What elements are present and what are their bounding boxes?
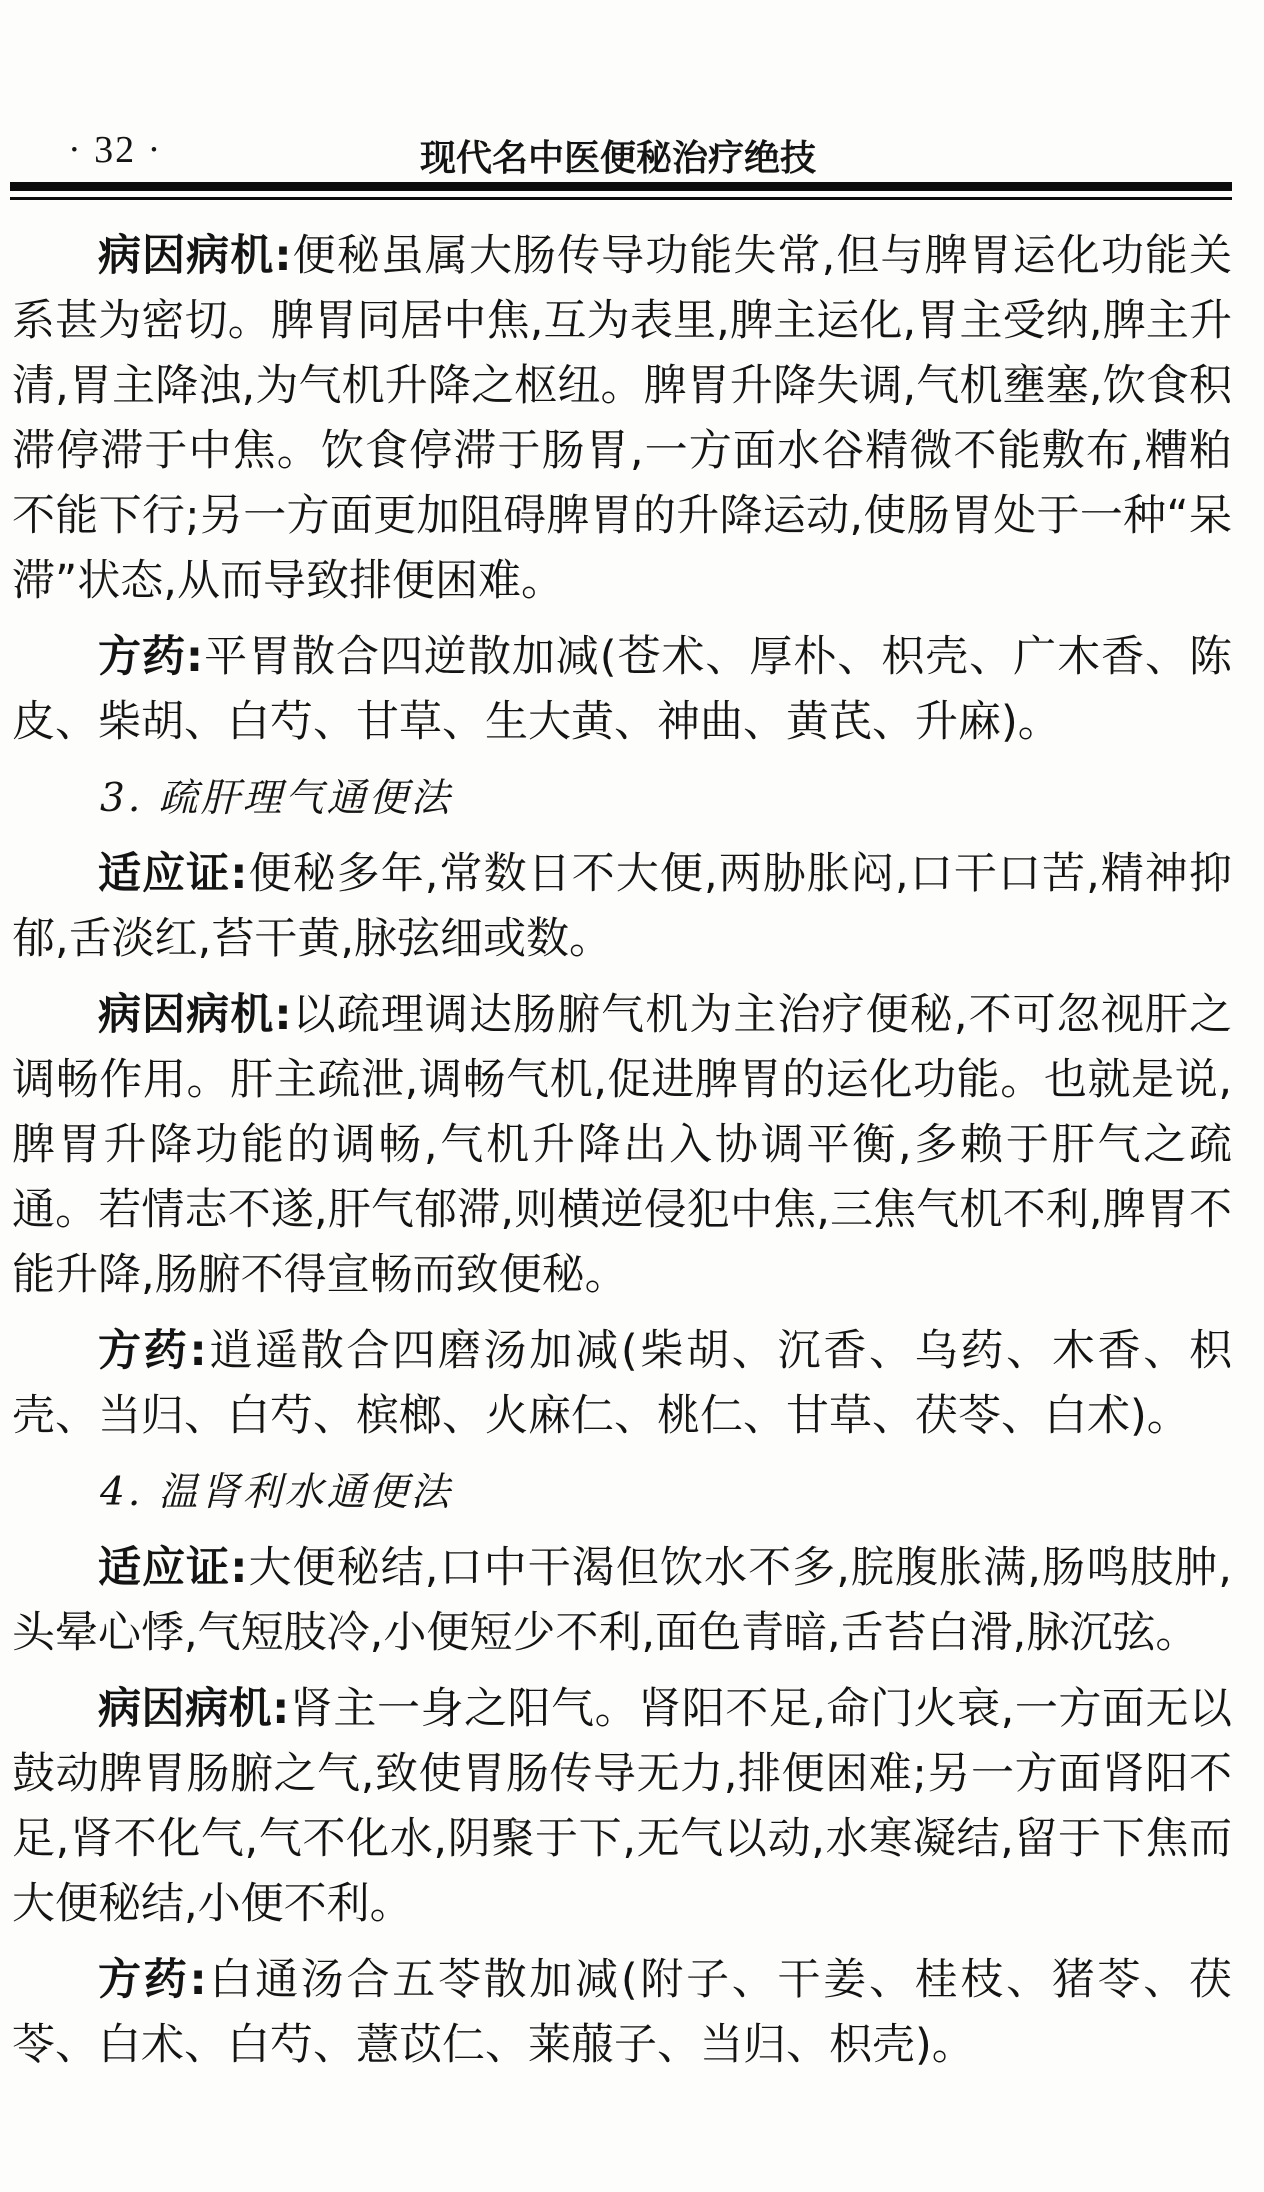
- paragraph-prescription-1: [12, 625, 1232, 755]
- header-rule-thin: [10, 197, 1232, 200]
- paragraph-text: 便秘虽属大肠传导功能失常,但与脾胃运化功能关系甚为密切。脾胃同居中焦,互为表里,脾主运化,胃主受纳,脾主升清,胃主降浊,为气机升降之枢纽。脾胃升降失调,气机壅塞,饮食积滞停滞于中焦。饮食停滞于肠胃,一方面水谷精微不能敷布,糟粕不能下行;另一方面更加阻碍脾胃的升降运动,使肠胃处于一种“呆滞”状态,从而导致排便困难。: [12, 231, 1232, 606]
- paragraph-label: 方药:: [98, 1326, 207, 1376]
- paragraph-label: 病因病机:: [98, 1684, 290, 1734]
- paragraph-label: 病因病机:: [98, 231, 292, 281]
- page-number: · 32 ·: [68, 129, 163, 171]
- paragraph-prescription-4: [12, 1948, 1232, 2078]
- paragraph-text: 大便秘结,口中干渴但饮水不多,脘腹胀满,肠鸣肢肿,头晕心悸,气短肢冷,小便短少不利,面色青暗,舌苔白滑,脉沉弦。: [12, 1543, 1232, 1658]
- paragraph-label: 病因病机:: [98, 990, 292, 1040]
- paragraph-label: 方药:: [98, 1955, 207, 2005]
- header-rule-thick: [10, 182, 1232, 191]
- section-heading-3: 3. 疏肝理气通便法: [100, 776, 453, 821]
- paragraph-text: 肾主一身之阳气。肾阳不足,命门火衰,一方面无以鼓动脾胃肠腑之气,致使胃肠传导无力,排便困难;另一方面肾阳不足,肾不化气,气不化水,阴聚于下,无气以动,水寒凝结,留于下焦而大便秘结,小便不利。: [12, 1684, 1232, 1929]
- paragraph-text: 白通汤合五苓散加减(附子、干姜、桂枝、猪苓、茯苓、白术、白芍、薏苡仁、莱菔子、当归、枳壳)。: [12, 1955, 1232, 2070]
- book-title: 现代名中医便秘治疗绝技: [420, 138, 817, 179]
- paragraph-text: 以疏理调达肠腑气机为主治疗便秘,不可忽视肝之调畅作用。肝主疏泄,调畅气机,促进脾胃的运化功能。也就是说,脾胃升降功能的调畅,气机升降出入协调平衡,多赖于肝气之疏通。若情志不遂,肝气郁滞,则横逆侵犯中焦,三焦气机不利,脾胃不能升降,肠腑不得宣畅而致便秘。: [12, 990, 1232, 1300]
- paragraph-text: 便秘多年,常数日不大便,两胁胀闷,口干口苦,精神抑郁,舌淡红,苔干黄,脉弦细或数。: [12, 849, 1232, 964]
- section-heading-4: 4. 温肾利水通便法: [100, 1470, 453, 1515]
- paragraph-label: 方药:: [98, 632, 204, 682]
- paragraph-pathogenesis-3: [12, 983, 1232, 1308]
- paragraph-prescription-3: [12, 1319, 1232, 1449]
- paragraph-label: 适应证:: [98, 1543, 248, 1593]
- paragraph-text: 逍遥散合四磨汤加减(柴胡、沉香、乌药、木香、枳壳、当归、白芍、槟榔、火麻仁、桃仁、甘草、茯苓、白术)。: [12, 1326, 1232, 1441]
- paragraph-label: 适应证:: [98, 849, 248, 899]
- paragraph-pathogenesis-1: [12, 224, 1232, 614]
- paragraph-text: 平胃散合四逆散加减(苍术、厚朴、枳壳、广木香、陈皮、柴胡、白芍、甘草、生大黄、神曲、黄芪、升麻)。: [12, 632, 1232, 747]
- page-header: [10, 128, 1232, 178]
- paragraph-pathogenesis-4: [12, 1677, 1232, 1937]
- paragraph-indication-3: [12, 842, 1232, 972]
- paragraph-indication-4: [12, 1536, 1232, 1666]
- page-body: [12, 224, 1232, 2089]
